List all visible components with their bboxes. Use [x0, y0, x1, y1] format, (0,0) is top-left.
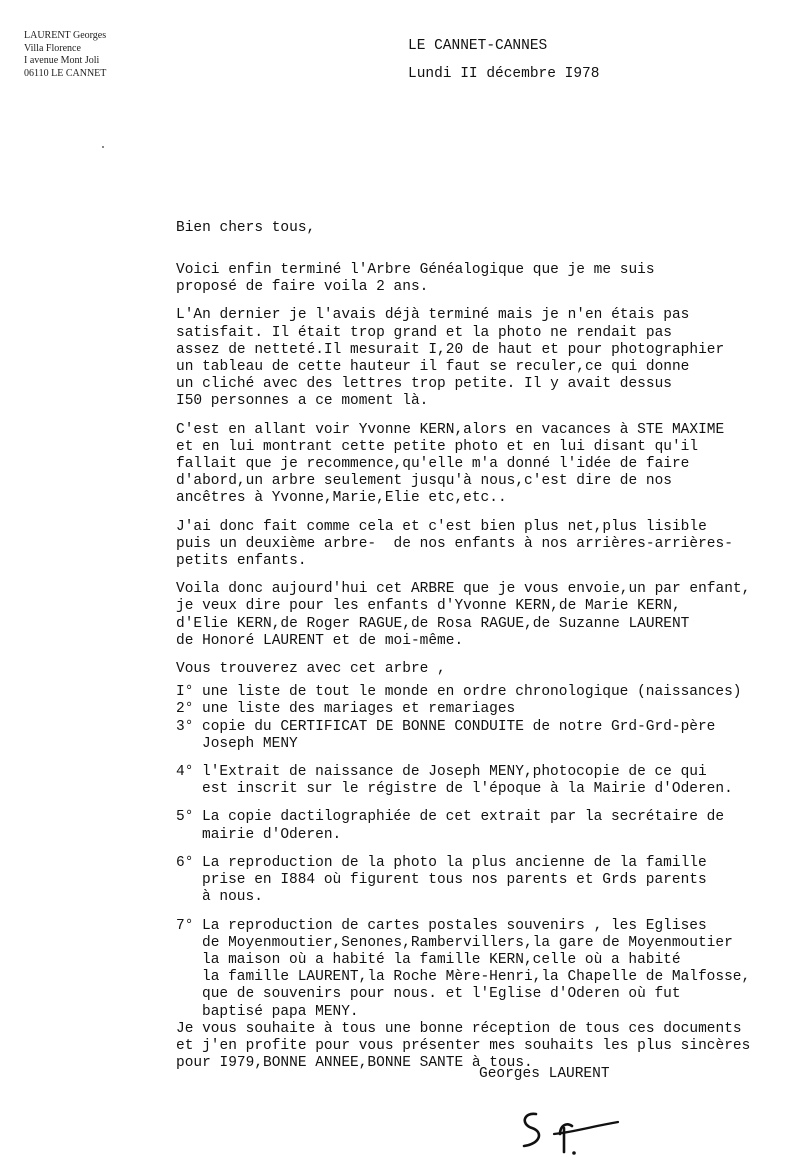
- list-item: [176, 701, 791, 718]
- sender-street: I avenue Mont Joli: [24, 55, 100, 66]
- list-item-text: une liste de tout le monde en ordre chronologique (naissances): [202, 684, 742, 701]
- list-item-number: 3°: [176, 718, 194, 735]
- paragraph-last-year: L'An dernier je l'avais déjà terminé mais je n'en étais pas satisfait. Il était trop grand et la photo ne rendait pas assez de netteté.Il mesurait I,20 de haut et pour photographier un tableau de cette hauteur il faut se reculer,ce qui donne un cliché avec des lettres trop petite. Il y avait dessus I50 personnes a ce moment là.: [176, 307, 725, 410]
- sender-address: [24, 30, 106, 80]
- list-item: [176, 764, 791, 798]
- closing-paragraph: Je vous souhaite à tous une bonne réception de tous ces documents et j'en profite pour vous présenter mes souhaits les plus sincères pour I979,BONNE ANNEE,BONNE SANTE à tous.: [176, 1020, 751, 1072]
- paragraph-yvonne: C'est en allant voir Yvonne KERN,alors en vacances à STE MAXIME et en lui montrant cette petite photo et en lui disant qu'il fallait que je recommence,qu'elle m'a donné l'idée de faire d'abord,un arbre seulement jusqu'à nous,c'est dire de nos ancêtres à Yvonne,Marie,Elie etc,etc..: [176, 421, 725, 507]
- list-item-number: 2°: [176, 701, 194, 718]
- paragraph-list-intro: Vous trouverez avec cet arbre ,: [176, 661, 446, 678]
- sender-villa: Villa Florence: [24, 42, 81, 54]
- letter-date: Lundi II décembre I978: [408, 66, 600, 82]
- paragraph-today: Voila donc aujourd'hui cet ARBRE que je vous envoie,un par enfant, je veux dire pour les enfants d'Yvonne KERN,de Marie KERN, d'Elie KERN,de Roger RAGUE,de Rosa RAGUE,de Suzanne LAURENT de Honoré LAURENT et de moi-même.: [176, 581, 751, 649]
- list-item: [176, 719, 791, 753]
- list-item-text: La reproduction de la photo la plus ancienne de la famille prise en I884 où figurent tous nos parents et Grds parents à nous.: [202, 854, 707, 906]
- list-item-number: 7°: [176, 917, 194, 934]
- list-item: [176, 855, 791, 907]
- paragraph-second-tree: J'ai donc fait comme cela et c'est bien plus net,plus lisible puis un deuxième arbre- de nos enfants à nos arrières-arrières- petits enfants.: [176, 518, 733, 570]
- list-item: [176, 809, 791, 843]
- list-item-text: une liste des mariages et remariages: [202, 701, 516, 718]
- handwritten-signature: [514, 1104, 624, 1160]
- list-item: [176, 684, 791, 701]
- sender-name: LAURENT Georges: [24, 30, 107, 41]
- list-item-text: La copie dactilographiée de cet extrait par la secrétaire de mairie d'Oderen.: [202, 809, 725, 843]
- list-item-text: l'Extrait de naissance de Joseph MENY,photocopie de ce qui est inscrit sur le régistre de l'époque à la Mairie d'Oderen.: [202, 764, 733, 798]
- stray-mark: [102, 146, 104, 148]
- list-item-text: copie du CERTIFICAT DE BONNE CONDUITE de notre Grd-Grd-père Joseph MENY: [202, 718, 716, 752]
- greeting: Bien chers tous,: [176, 220, 316, 236]
- sender-city: 06110 LE CANNET: [24, 67, 107, 79]
- list-item-number: 4°: [176, 764, 194, 781]
- signoff-name: Georges LAURENT: [479, 1066, 610, 1082]
- list-item-number: 6°: [176, 854, 194, 871]
- letter-place: LE CANNET-CANNES: [408, 38, 548, 54]
- paragraph-intro: Voici enfin terminé l'Arbre Généalogique que je me suis proposé de faire voila 2 ans.: [176, 262, 655, 296]
- list-item-text: La reproduction de cartes postales souvenirs , les Eglises de Moyenmoutier,Senones,Rambervillers,la gare de Moyenmoutier la maison où a habité la famille KERN,celle où a habité la famille LAURENT,la Roche Mère-Henri,la Chapelle de Malfosse, que de souvenirs pour nous. et l'Eglise d'Oderen où fut baptisé papa MENY.: [202, 917, 751, 1020]
- list-item-number: I°: [176, 684, 194, 701]
- list-item-number: 5°: [176, 809, 194, 826]
- list-item: [176, 918, 791, 1021]
- letter-body: [176, 262, 791, 1083]
